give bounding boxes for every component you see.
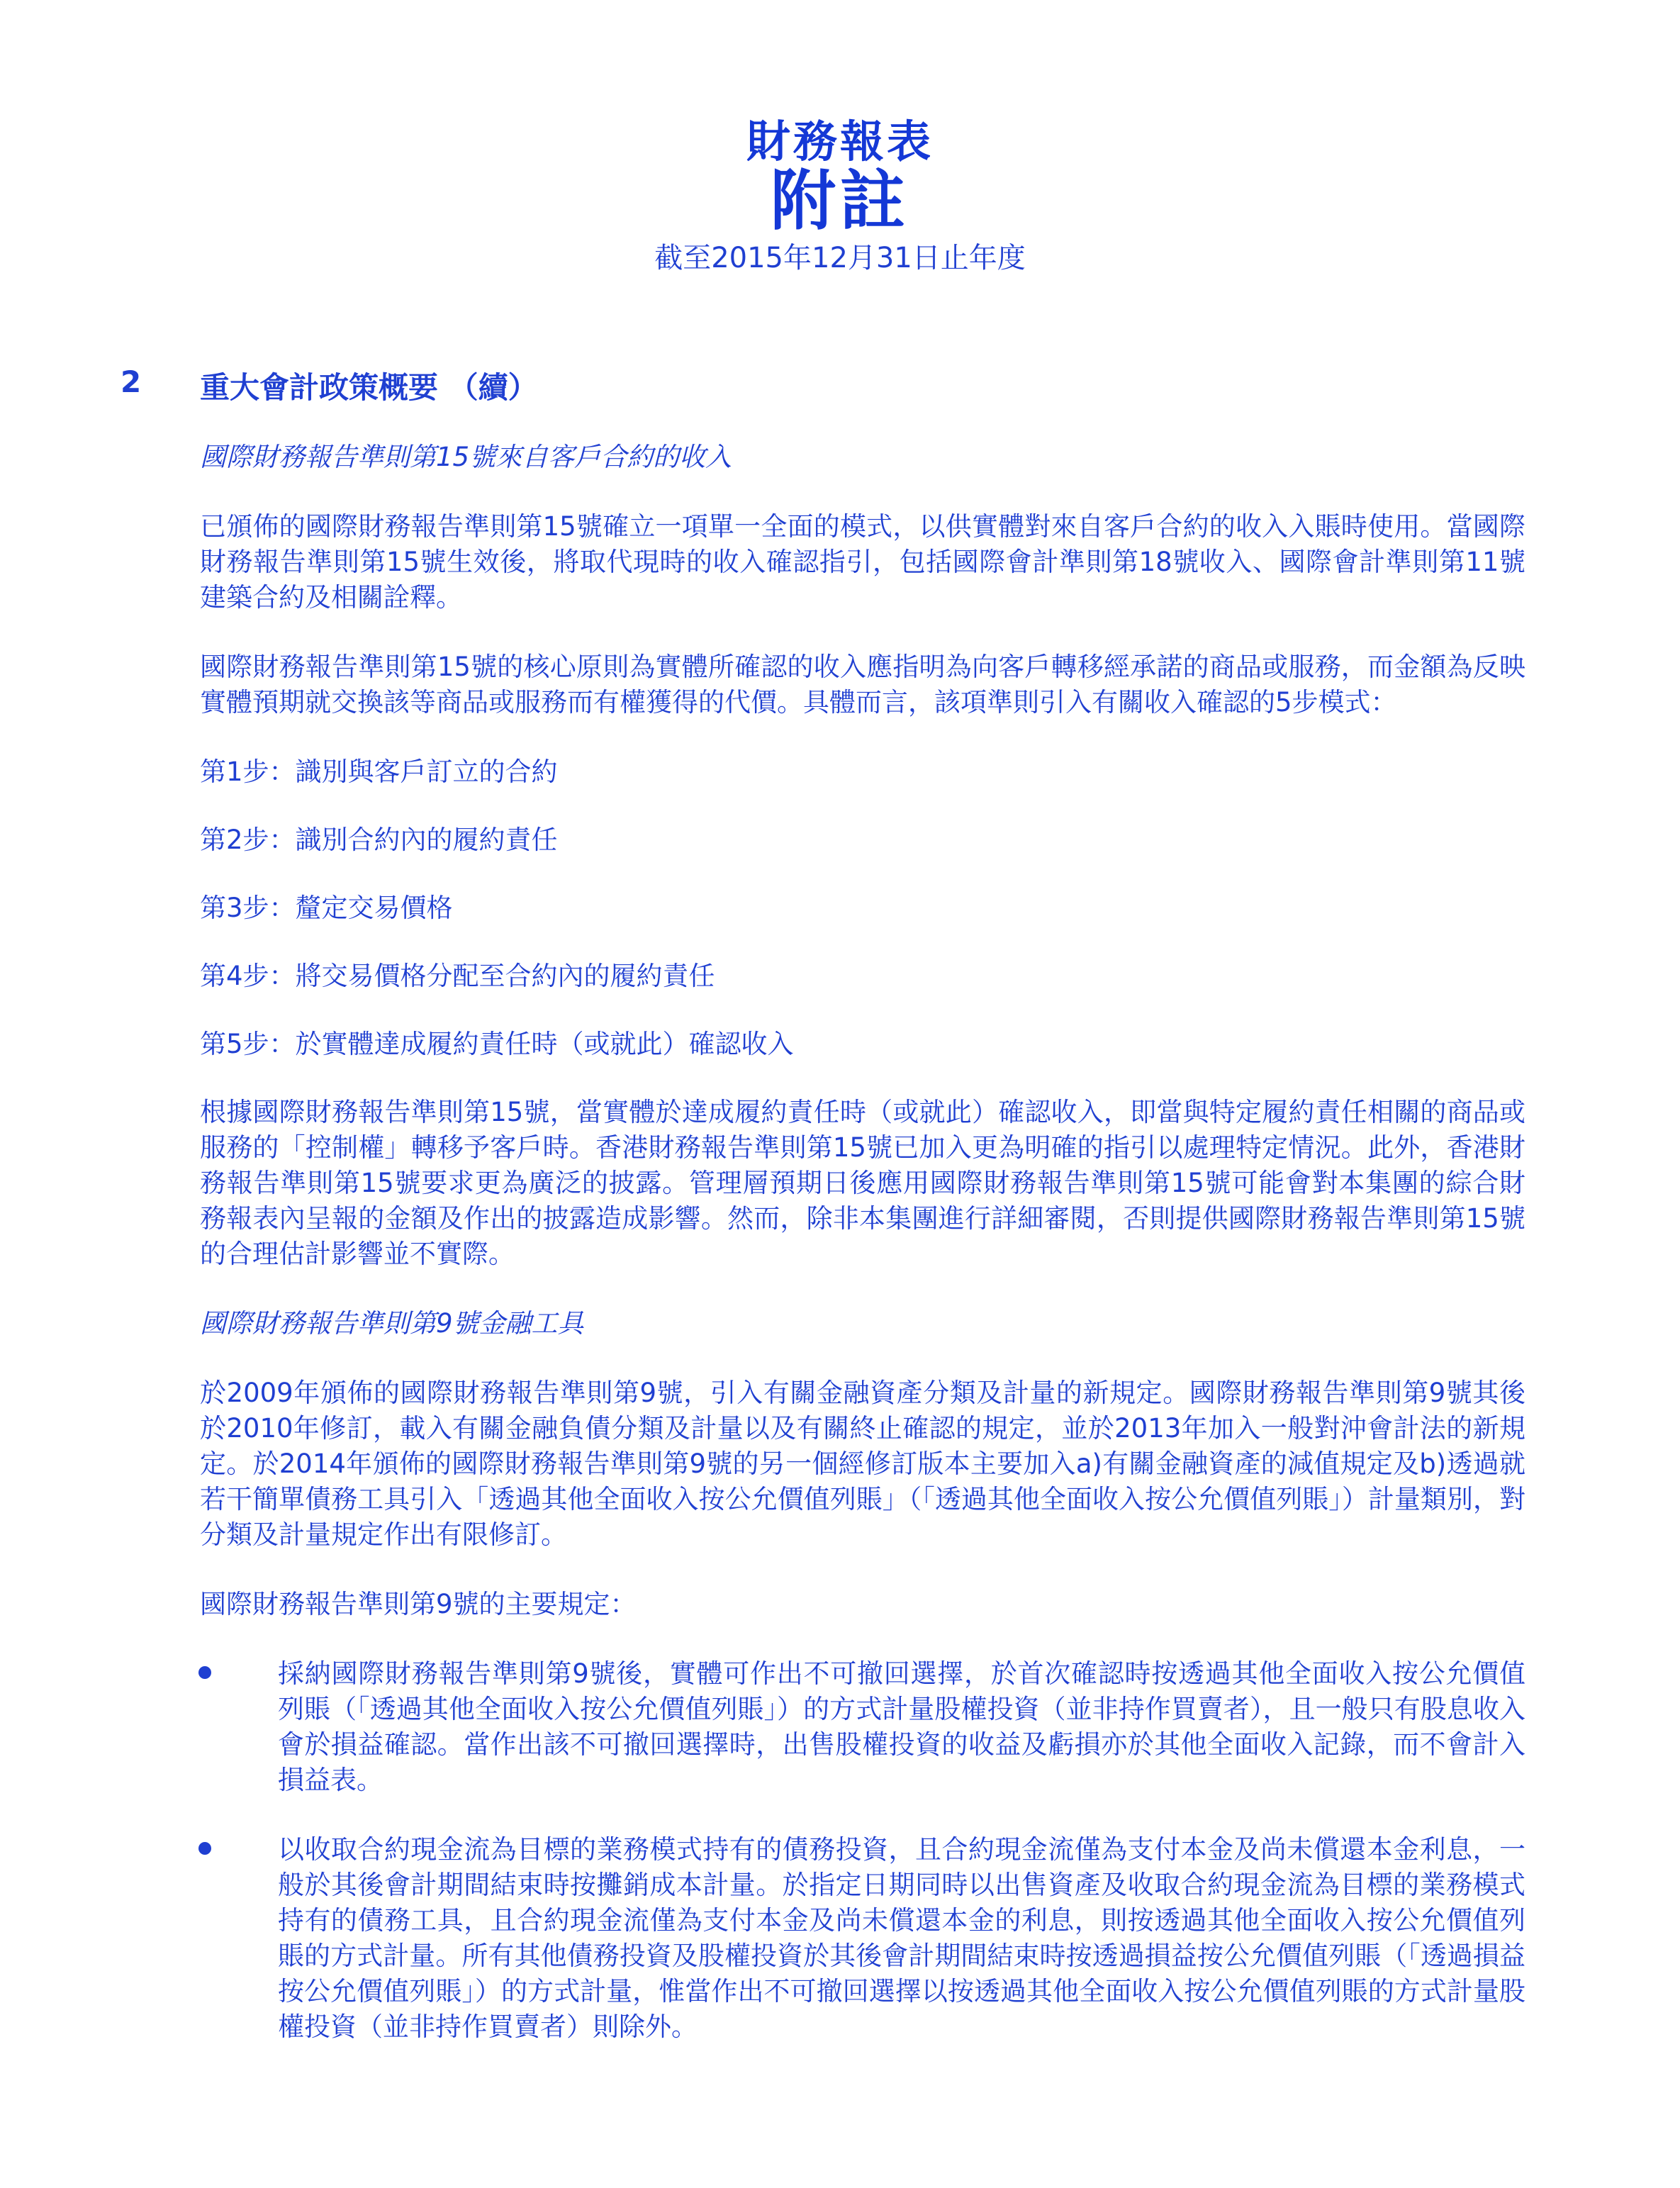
list-item bbox=[198, 1832, 1525, 2045]
ifrs15-subheading: 國際財務報告準則第15號來自客戶合約的收入 bbox=[200, 442, 732, 472]
bullet-icon bbox=[198, 1842, 211, 1855]
reporting-period: 截至2015年12月31日止年度 bbox=[654, 242, 1026, 274]
section-number: 2 bbox=[121, 364, 142, 399]
list-item-text: 以收取合約現金流為目標的業務模式持有的債務投資，且合約現金流僅為支付本金及尚未償還本金利息，一般於其後會計期間結束時按攤銷成本計量。於指定日期同時以出售資產及收取合約現金流為目標的業務模式持有的債務工具，且合約現金流僅為支付本金及尚未償還本金的利息，則按透過其他全面收入按公允價值列賬的方式計量。所有其他債務投資及股權投資於其後會計期間結束時按透過損益按公允價值列賬（「透過損益按公允價值列賬」）的方式計量，惟當作出不可撤回選擇以按透過其他全面收入按公允價值列賬的方式計量股權投資（並非持作買賣者）則除外。 bbox=[278, 1834, 1525, 2042]
section-title: 重大會計政策概要 （續） bbox=[200, 370, 538, 405]
ifrs9-subheading: 國際財務報告準則第9號金融工具 bbox=[200, 1308, 584, 1339]
list-item bbox=[198, 1656, 1525, 1798]
step-5: 第5步：於實體達成履約責任時（或就此）確認收入 bbox=[200, 1029, 794, 1059]
ifrs9-paragraph-2: 國際財務報告準則第9號的主要規定： bbox=[200, 1589, 637, 1619]
document-title-line2: 附註 bbox=[770, 163, 909, 239]
ifrs9-paragraph-1: 於2009年頒佈的國際財務報告準則第9號，引入有關金融資產分類及計量的新規定。國際財務報告準則第9號其後於2010年修訂，載入有關金融負債分類及計量以及有關終止確認的規定，並於2013年加入一般對沖會計法的新規定。於2014年頒佈的國際財務報告準則第9號的另一個經修訂版本主要加入a)有關金融資產的減值規定及b)透過就若干簡單債務工具引入「透過其他全面收入按公允價值列賬」（「透過其他全面收入按公允價值列賬」）計量類別，對分類及計量規定作出有限修訂。 bbox=[200, 1378, 1525, 1550]
list-item-text: 採納國際財務報告準則第9號後，實體可作出不可撤回選擇，於首次確認時按透過其他全面收入按公允價值列賬（「透過其他全面收入按公允價值列賬」）的方式計量股權投資（並非持作買賣者），且一般只有股息收入會於損益確認。當作出該不可撤回選擇時，出售股權投資的收益及虧損亦於其他全面收入記錄，而不會計入損益表。 bbox=[278, 1658, 1525, 1795]
bullet-icon bbox=[198, 1666, 211, 1679]
step-1: 第1步：識別與客戶訂立的合約 bbox=[200, 757, 558, 787]
step-4: 第4步：將交易價格分配至合約內的履約責任 bbox=[200, 961, 715, 991]
ifrs15-paragraph-3: 根據國際財務報告準則第15號，當實體於達成履約責任時（或就此）確認收入，即當與特定履約責任相關的商品或服務的「控制權」轉移予客戶時。香港財務報告準則第15號已加入更為明確的指引以處理特定情況。此外，香港財務報告準則第15號要求更為廣泛的披露。管理層預期日後應用國際財務報告準則第15號可能會對本集團的綜合財務報表內呈報的金額及作出的披露造成影響。然而，除非本集團進行詳細審閱，否則提供國際財務報告準則第15號的合理估計影響並不實際。 bbox=[200, 1097, 1525, 1269]
ifrs9-key-requirements-list bbox=[200, 1656, 1525, 2045]
document-title-line1: 財務報表 bbox=[746, 116, 934, 167]
step-3: 第3步：釐定交易價格 bbox=[200, 893, 453, 923]
section-body bbox=[200, 440, 1525, 2079]
ifrs15-paragraph-2: 國際財務報告準則第15號的核心原則為實體所確認的收入應指明為向客戶轉移經承諾的商品或服務，而金額為反映實體預期就交換該等商品或服務而有權獲得的代價。具體而言，該項準則引入有關收入確認的5步模式： bbox=[200, 652, 1525, 718]
step-2: 第2步：識別合約內的履約責任 bbox=[200, 825, 558, 855]
ifrs15-paragraph-1: 已頒佈的國際財務報告準則第15號確立一項單一全面的模式，以供實體對來自客戶合約的收入入賬時使用。當國際財務報告準則第15號生效後，將取代現時的收入確認指引，包括國際會計準則第18號收入、國際會計準則第11號建築合約及相關詮釋。 bbox=[200, 511, 1525, 613]
